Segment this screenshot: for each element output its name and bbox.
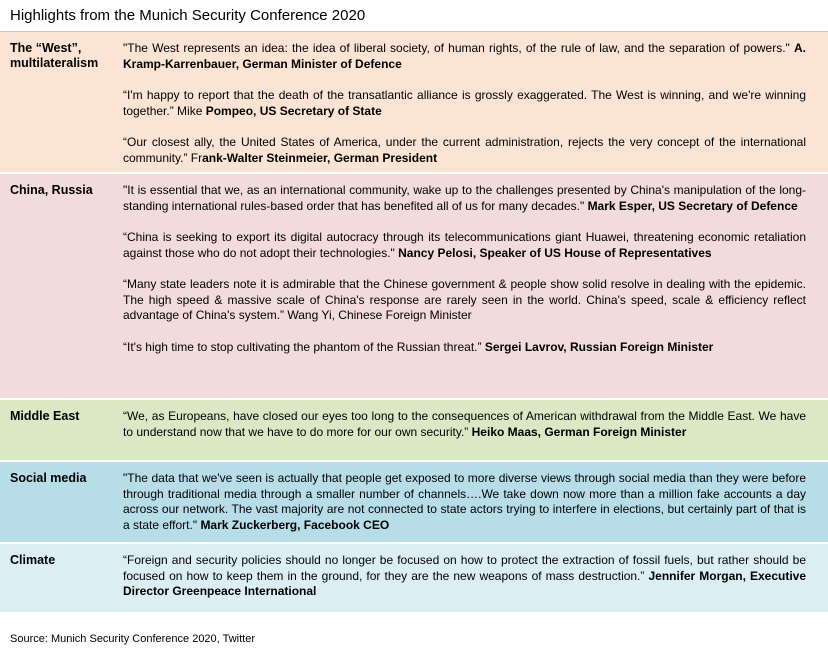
quote-text: "It is essential that we, as an international community, wake up to the challenges presented by China's manipulation of the long-standing international rules-based order that has benefited all of us for many decades."	[123, 183, 806, 213]
quote-speaker: Jennifer Morgan, Executive Director Greenpeace International	[123, 568, 807, 598]
quote-text: “Foreign and security policies should no longer be focused on how to protect the extraction of fossil fuels, but rather should be focused on how to keep them in the ground, for they are the new weapons of mass destruction.”	[123, 553, 806, 583]
quote	[123, 88, 806, 119]
quote-text: “Our closest ally, the United States of America, under the current administration, rejects the very concept of the international community.” Fr	[123, 135, 806, 165]
quotes-list	[123, 544, 806, 610]
highlights-table	[0, 32, 828, 614]
quote	[123, 135, 806, 166]
quotes-list	[123, 400, 806, 450]
quote-text: "The data that we've seen is actually that people get exposed to more diverse views through social media than they were before through traditional media through a smaller number of channels….We take down now more than a million fake accounts a day across our network. The vast majority are not connected to state actors trying to interfere in elections, but certainly part of that is a state effort."	[123, 471, 806, 532]
quotes-list	[123, 174, 806, 365]
quote-speaker: Mark Esper, US Secretary of Defence	[587, 198, 798, 213]
quote-speaker: Nancy Pelosi, Speaker of US House of Representatives	[398, 245, 712, 260]
quote-text: "The West represents an idea: the idea of liberal society, of human rights, of the rule of law, and the separation of powers."	[123, 41, 790, 55]
quote	[123, 471, 806, 533]
quote	[123, 230, 806, 261]
quote-text: “We, as Europeans, have closed our eyes too long to the consequences of American withdrawal from the Middle East. We have to understand now that we have to do more for our own security.”	[123, 409, 806, 439]
row-china-russia	[0, 174, 828, 400]
quotes-list	[123, 32, 806, 176]
row-west	[0, 32, 828, 174]
quote-speaker: ank-Walter Steinmeier, German President	[202, 150, 438, 165]
quote	[123, 183, 806, 214]
row-climate	[0, 544, 828, 614]
quote	[123, 340, 806, 356]
page-title: Highlights from the Munich Security Conference 2020	[10, 7, 366, 24]
quote-text: “China is seeking to export its digital autocracy through its telecommunications giant Huawei, threatening economic retaliation against those who do not adopt their technologies."	[123, 230, 806, 260]
row-label: Middle East	[10, 409, 80, 423]
quote-text: “It's high time to stop cultivating the phantom of the Russian threat.”	[123, 339, 482, 354]
quote-text: “Many state leaders note it is admirable that the Chinese government & people show solid resolve in dealing with the epidemic. The high speed & massive scale of China's response are rarely seen in the world. China's speed, scale & efficiency reflect advantage of China's system.” Wang Yi, Chinese Foreign Minister	[123, 277, 806, 322]
quote	[123, 553, 806, 600]
quote	[123, 409, 806, 440]
quote-speaker: Mark Zuckerberg, Facebook CEO	[200, 517, 390, 532]
row-label: China, Russia	[10, 183, 93, 197]
quote-speaker: Heiko Maas, German Foreign Minister	[471, 424, 687, 439]
row-label: Social media	[10, 471, 87, 485]
quotes-list	[123, 462, 806, 543]
row-social-media	[0, 462, 828, 544]
row-label: The “West”, multilateralism	[10, 41, 99, 70]
source-note: Source: Munich Security Conference 2020, Twitter	[10, 633, 255, 645]
row-middle-east	[0, 400, 828, 462]
quote-speaker: A. Kramp-Karrenbauer, German Minister of Defence	[123, 41, 806, 71]
quote	[123, 277, 806, 324]
quote	[123, 41, 806, 72]
quote-text: “I'm happy to report that the death of the transatlantic alliance is grossly exaggerated. The West is winning, and we're winning together.” Mike	[123, 88, 806, 118]
quote-speaker: Sergei Lavrov, Russian Foreign Minister	[484, 339, 714, 354]
row-label: Climate	[10, 553, 56, 567]
quote-speaker: Pompeo, US Secretary of State	[205, 103, 382, 118]
